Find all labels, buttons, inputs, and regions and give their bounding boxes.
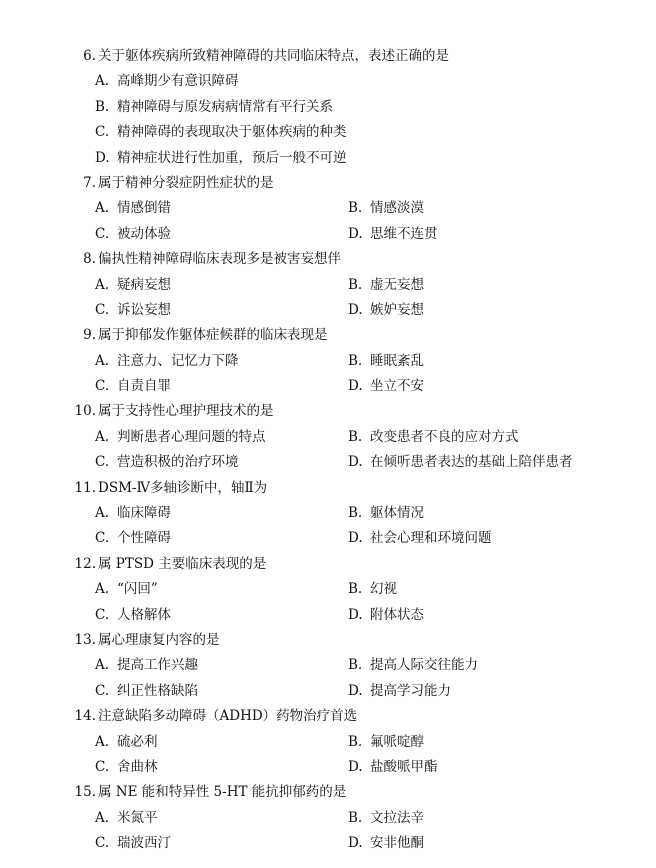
option-text: 判断患者心理问题的特点 <box>117 428 266 445</box>
option-b <box>0 95 333 120</box>
question-stem <box>0 552 656 577</box>
option-b <box>348 501 424 526</box>
option-text: 提高人际交往能力 <box>370 657 478 674</box>
question-7 <box>0 171 656 247</box>
question-text: 注意缺陷多动障碍（ADHD）药物治疗首选 <box>98 708 358 725</box>
option-text: 安非他酮 <box>370 835 424 852</box>
question-stem <box>0 628 656 653</box>
question-number: 12. <box>74 555 96 572</box>
question-number: 10. <box>74 403 96 420</box>
question-12 <box>0 552 656 628</box>
question-stem <box>0 399 656 424</box>
question-9 <box>0 323 656 399</box>
option-text: 精神障碍与原发病病情常有平行关系 <box>117 98 333 115</box>
question-stem <box>0 780 656 805</box>
question-text: 属于精神分裂症阴性症状的是 <box>98 174 274 191</box>
option-text: 情感倒错 <box>117 200 171 217</box>
option-c <box>0 222 348 247</box>
question-text: 属心理康复内容的是 <box>98 631 220 648</box>
option-text: 舍曲林 <box>117 758 158 775</box>
question-8 <box>0 247 656 323</box>
option-text: 睡眠紊乱 <box>370 352 424 369</box>
option-text: 嫉妒妄想 <box>370 301 424 318</box>
option-c <box>0 526 348 551</box>
option-text: 提高工作兴趣 <box>117 657 198 674</box>
question-number: 6. <box>83 48 96 64</box>
option-text: 精神症状进行性加重，预后一般不可逆 <box>117 149 347 166</box>
option-letter: B. <box>348 428 363 445</box>
question-number: 8. <box>83 251 96 268</box>
question-number: 7. <box>83 174 96 191</box>
option-text: 硫必利 <box>117 733 158 750</box>
option-a <box>0 69 239 94</box>
option-text: 被动体验 <box>117 225 171 242</box>
question-15 <box>0 780 656 856</box>
option-c <box>0 755 348 780</box>
option-text: 诉讼妄想 <box>117 301 171 318</box>
option-letter: A. <box>95 657 110 674</box>
option-text: 营造积极的治疗环境 <box>117 454 239 471</box>
option-a <box>0 653 348 678</box>
question-text: 关于躯体疾病所致精神障碍的共同临床特点，表述正确的是 <box>98 48 449 64</box>
question-11 <box>0 476 656 552</box>
option-text: 自责自罪 <box>117 378 171 395</box>
option-text: 注意力、记忆力下降 <box>117 352 239 369</box>
option-b <box>348 273 424 298</box>
question-number: 15. <box>74 784 96 801</box>
option-c <box>0 679 348 704</box>
option-text: 改变患者不良的应对方式 <box>370 428 519 445</box>
option-text: 个性障碍 <box>117 530 171 547</box>
option-a <box>0 806 348 831</box>
option-text: 氟哌啶醇 <box>370 733 424 750</box>
option-a <box>0 577 348 602</box>
option-a <box>0 425 348 450</box>
option-letter: C. <box>95 835 110 852</box>
option-text: 米氮平 <box>117 809 158 826</box>
option-letter: A. <box>95 733 110 750</box>
option-c <box>0 831 348 856</box>
option-letter: D. <box>348 454 363 471</box>
question-text: 属于支持性心理护理技术的是 <box>98 403 274 420</box>
option-c <box>0 450 348 475</box>
question-number: 13. <box>74 631 96 648</box>
option-letter: C. <box>95 124 110 141</box>
option-d <box>0 146 347 171</box>
question-stem <box>0 704 656 729</box>
option-b <box>348 349 424 374</box>
option-b <box>348 806 424 831</box>
option-text: 幻视 <box>370 581 397 598</box>
option-letter: A. <box>95 505 110 522</box>
option-letter: B. <box>348 809 363 826</box>
option-c <box>0 374 348 399</box>
option-text: 附体状态 <box>370 606 424 623</box>
option-b <box>348 730 424 755</box>
option-letter: A. <box>95 276 110 293</box>
option-d <box>348 450 573 475</box>
option-text: 瑞波西汀 <box>117 835 171 852</box>
option-a <box>0 501 348 526</box>
option-letter: D. <box>348 301 363 318</box>
option-text: 盐酸哌甲酯 <box>370 758 438 775</box>
exam-page <box>0 44 656 857</box>
option-letter: D. <box>348 225 363 242</box>
question-10 <box>0 399 656 475</box>
option-text: 坐立不安 <box>370 378 424 395</box>
question-6 <box>0 44 656 171</box>
option-letter: B. <box>348 505 363 522</box>
option-b <box>348 653 478 678</box>
question-stem <box>0 171 656 196</box>
option-text: 社会心理和环境问题 <box>370 530 492 547</box>
option-text: 高峰期少有意识障碍 <box>117 73 239 90</box>
option-a <box>0 730 348 755</box>
option-d <box>348 831 424 856</box>
option-letter: D. <box>348 378 363 395</box>
option-letter: C. <box>95 682 110 699</box>
option-text: 纠正性格缺陷 <box>117 682 198 699</box>
option-d <box>348 603 424 628</box>
question-14 <box>0 704 656 780</box>
option-d <box>348 526 492 551</box>
option-b <box>348 196 424 221</box>
question-13 <box>0 628 656 704</box>
option-letter: C. <box>95 758 110 775</box>
option-c <box>0 603 348 628</box>
option-c <box>0 120 347 145</box>
option-text: “闪回” <box>117 581 158 598</box>
option-text: 在倾听患者表达的基础上陪伴患者 <box>370 454 573 471</box>
option-letter: C. <box>95 606 110 623</box>
option-letter: A. <box>95 809 110 826</box>
option-letter: B. <box>348 276 363 293</box>
option-letter: A. <box>95 352 110 369</box>
question-stem <box>0 247 656 272</box>
option-d <box>348 679 451 704</box>
option-d <box>348 755 438 780</box>
option-text: 躯体情况 <box>370 505 424 522</box>
option-letter: D. <box>348 682 363 699</box>
option-text: 人格解体 <box>117 606 171 623</box>
option-letter: A. <box>95 73 110 90</box>
question-text: 属 NE 能和特异性 5-HT 能抗抑郁药的是 <box>98 784 347 801</box>
option-a <box>0 196 348 221</box>
option-c <box>0 298 348 323</box>
option-letter: D. <box>348 835 363 852</box>
option-letter: B. <box>348 352 363 369</box>
option-letter: C. <box>95 301 110 318</box>
question-text: 属于抑郁发作躯体症候群的临床表现是 <box>98 327 328 344</box>
question-text: 偏执性精神障碍临床表现多是被害妄想伴 <box>98 251 341 268</box>
question-stem <box>0 476 656 501</box>
option-text: 提高学习能力 <box>370 682 451 699</box>
question-stem <box>0 323 656 348</box>
option-a <box>0 349 348 374</box>
option-a <box>0 273 348 298</box>
option-text: 思维不连贯 <box>370 225 438 242</box>
question-number: 11. <box>74 479 96 496</box>
option-text: 文拉法辛 <box>370 809 424 826</box>
option-text: 疑病妄想 <box>117 276 171 293</box>
question-number: 14. <box>74 708 96 725</box>
option-letter: D. <box>348 530 363 547</box>
option-text: 情感淡漠 <box>370 200 424 217</box>
option-text: 临床障碍 <box>117 505 171 522</box>
option-letter: D. <box>348 758 363 775</box>
question-text: 属 PTSD 主要临床表现的是 <box>98 555 267 572</box>
option-letter: C. <box>95 530 110 547</box>
option-d <box>348 298 424 323</box>
option-d <box>348 222 438 247</box>
option-letter: B. <box>348 200 363 217</box>
option-letter: C. <box>95 225 110 242</box>
option-letter: D. <box>348 606 363 623</box>
option-letter: B. <box>95 98 110 115</box>
option-letter: C. <box>95 378 110 395</box>
option-text: 虚无妄想 <box>370 276 424 293</box>
option-letter: B. <box>348 657 363 674</box>
option-letter: C. <box>95 454 110 471</box>
option-b <box>348 577 397 602</box>
option-letter: B. <box>348 581 363 598</box>
option-letter: A. <box>95 200 110 217</box>
option-letter: A. <box>95 428 110 445</box>
question-text: DSM-Ⅳ多轴诊断中，轴Ⅱ为 <box>98 479 268 496</box>
option-letter: A. <box>95 581 110 598</box>
option-letter: B. <box>348 733 363 750</box>
option-letter: D. <box>95 149 110 166</box>
option-d <box>348 374 424 399</box>
option-text: 精神障碍的表现取决于躯体疾病的种类 <box>117 124 347 141</box>
question-number: 9. <box>83 327 96 344</box>
question-stem <box>0 44 656 69</box>
option-b <box>348 425 519 450</box>
